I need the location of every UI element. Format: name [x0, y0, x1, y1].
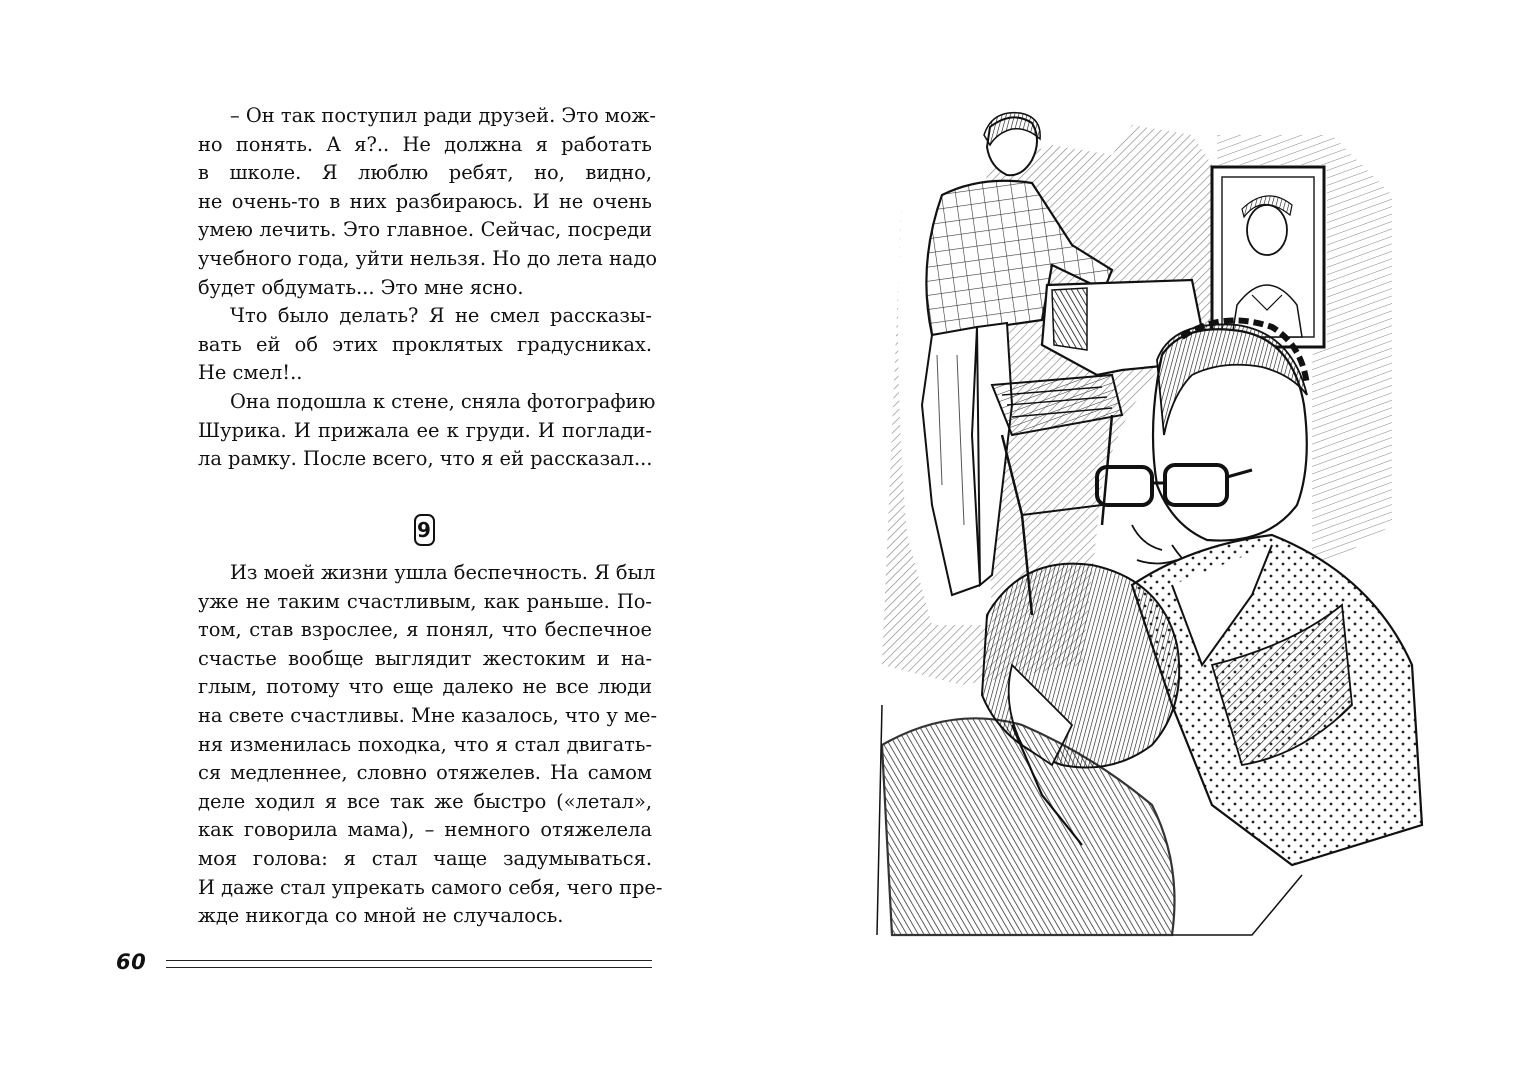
text-line: на свете счастливы. Мне казалось, что у ме- [198, 703, 658, 727]
paragraph-4 [166, 559, 663, 931]
text-line: но понять. А я?.. Не должна я работать [198, 132, 652, 156]
text-line: в школе. Я люблю ребят, но, видно, [198, 161, 652, 185]
text-line: счастье вообще выглядит жестоким и на- [198, 646, 652, 670]
text-line: Из моей жизни ушла беспечность. Я был [230, 561, 656, 584]
text-line: ся медленнее, словно отяжелев. На самом [198, 761, 652, 785]
text-line: умею лечить. Это главное. Сейчас, посреди [198, 218, 652, 242]
text-line: – Он так поступил ради друзей. Это мож- [230, 104, 656, 127]
chapter-number-label: 9 [414, 514, 435, 546]
chapter-number [398, 513, 450, 547]
page-number: 60 [116, 950, 147, 974]
text-line: том, став взрослее, я понял, что беспечное [198, 618, 652, 642]
text-line: Не смел!.. [198, 361, 303, 385]
text-line: будет обдумать... Это мне ясно. [198, 275, 524, 299]
footer-rule [166, 960, 652, 968]
illustration-drawing [872, 105, 1432, 940]
paragraph-3 [166, 388, 656, 474]
text-line: И даже стал упрекать самого себя, чего пре- [198, 875, 663, 899]
text-line: уже не таким счастливым, как раньше. По- [198, 589, 652, 613]
text-line: Шурика. И прижала ее к груди. И поглади- [198, 418, 652, 442]
text-line: учебного года, уйти нельзя. Но до лета надо [198, 246, 658, 270]
text-line: вать ей об этих проклятых градусниках. [198, 332, 652, 356]
text-line: деле ходил я все так же быстро («летал», [198, 789, 652, 813]
paragraph-1 [166, 102, 658, 302]
paragraph-2 [166, 302, 652, 388]
text-line: моя голова: я стал чаще задумываться. [198, 846, 652, 870]
text-line: не очень-то в них разбираюсь. И не очень [198, 189, 652, 213]
text-line: жде никогда со мной не случалось. [198, 904, 564, 928]
text-line: ла рамку. После всего, что я ей рассказал... [198, 447, 653, 471]
text-line: глым, потому что еще далеко не все люди [198, 675, 652, 699]
text-line: Что было делать? Я не смел рассказы- [230, 304, 652, 327]
text-line: Она подошла к стене, сняла фотографию [230, 390, 656, 413]
text-line: ня изменилась походка, что я стал двигать- [198, 732, 652, 756]
text-line: как говорила мама), – немного отяжелела [198, 818, 652, 842]
